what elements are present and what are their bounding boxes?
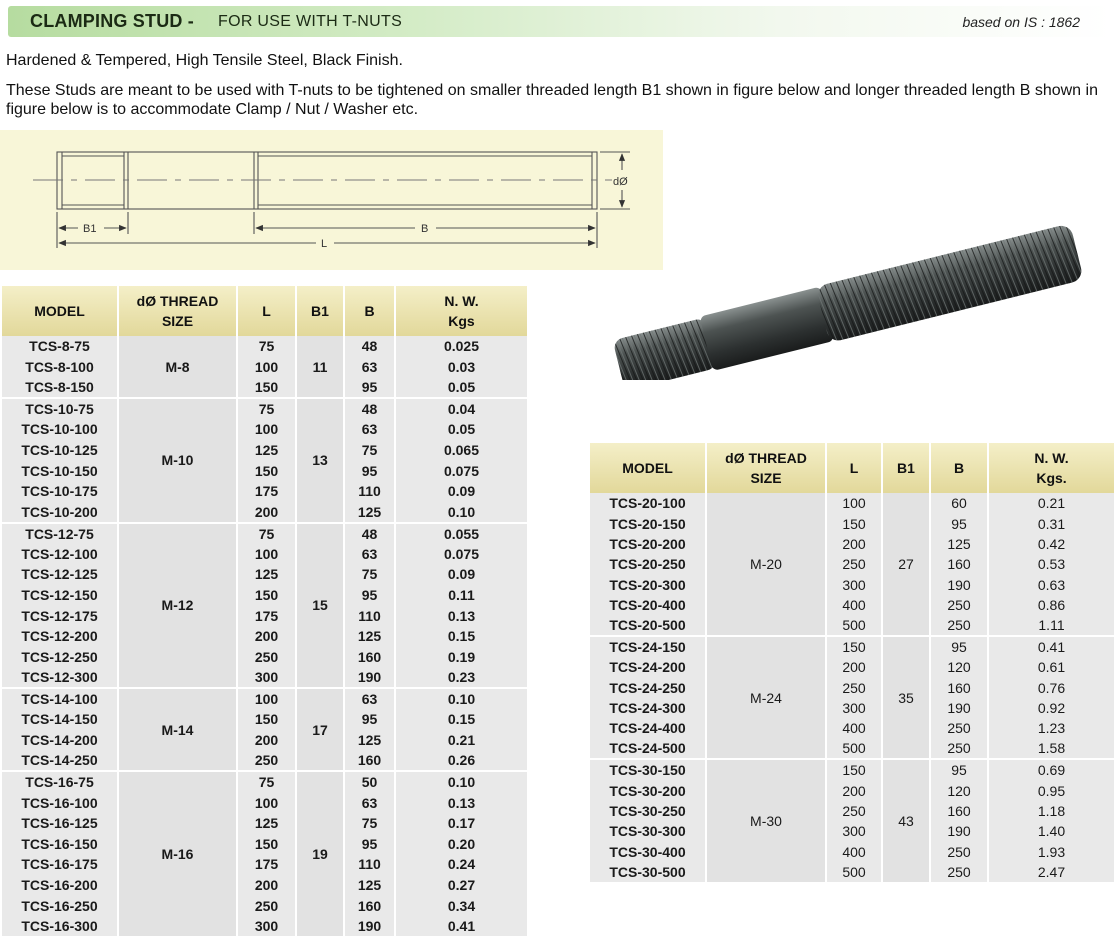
column-header-thread-line2: SIZE [161,313,194,329]
model-cell: TCS-16-150 [2,834,118,855]
weight-cell: 0.63 [988,574,1114,594]
spec-table-small-sizes [2,286,527,936]
b-cell: 190 [930,698,988,718]
b-cell: 125 [344,730,395,751]
table-row [2,377,527,398]
table-row [2,875,527,896]
b-cell: 250 [930,841,988,861]
length-cell: 200 [237,502,296,523]
stud-dimension-drawing-icon [0,130,663,270]
column-header-weight [988,443,1114,493]
table-body [590,493,1114,882]
dim-label-l: L [321,238,328,250]
b1-cell: 43 [882,759,930,882]
weight-cell: 0.075 [395,544,527,565]
thread-size-cell: M-20 [706,493,826,636]
weight-cell: 0.92 [988,698,1114,718]
length-cell: 500 [826,862,882,882]
b-cell: 63 [344,419,395,440]
table-row [2,481,527,502]
length-cell: 75 [237,336,296,357]
length-cell: 200 [237,875,296,896]
weight-cell: 0.025 [395,336,527,357]
length-cell: 175 [237,605,296,626]
b-cell: 110 [344,481,395,502]
length-cell: 500 [826,615,882,636]
b-cell: 160 [344,750,395,771]
weight-cell: 0.09 [395,564,527,585]
table-row [590,636,1114,657]
b-cell: 190 [344,916,395,937]
length-cell: 400 [826,841,882,861]
table-header-row [2,286,527,336]
model-cell: TCS-30-250 [590,801,706,821]
b-cell: 250 [930,738,988,759]
table-row [2,854,527,875]
model-cell: TCS-8-75 [2,336,118,357]
column-header-weight-line2: Kgs. [1036,470,1067,486]
b-cell: 48 [344,523,395,544]
length-cell: 250 [237,750,296,771]
weight-cell: 0.41 [395,916,527,937]
length-cell: 125 [237,813,296,834]
model-cell: TCS-12-250 [2,647,118,668]
weight-cell: 0.41 [988,636,1114,657]
table-row [2,440,527,461]
b-cell: 125 [344,626,395,647]
column-header-thread [118,286,237,336]
model-cell: TCS-16-250 [2,895,118,916]
thread-size-cell: M-16 [118,771,237,936]
table-row [2,419,527,440]
length-cell: 100 [237,357,296,378]
technical-drawing [0,130,663,270]
b-cell: 95 [344,460,395,481]
table-row [2,895,527,916]
length-cell: 100 [826,493,882,513]
b-cell: 48 [344,398,395,419]
model-cell: TCS-14-200 [2,730,118,751]
column-header-b: B [930,443,988,493]
model-cell: TCS-10-200 [2,502,118,523]
model-cell: TCS-24-250 [590,677,706,697]
weight-cell: 0.53 [988,554,1114,574]
weight-cell: 0.86 [988,595,1114,615]
b-cell: 95 [344,834,395,855]
length-cell: 400 [826,595,882,615]
model-cell: TCS-20-500 [590,615,706,636]
table-row [2,730,527,751]
b-cell: 63 [344,688,395,709]
model-cell: TCS-20-100 [590,493,706,513]
b1-cell: 17 [296,688,344,771]
weight-cell: 1.23 [988,718,1114,738]
b-cell: 63 [344,357,395,378]
column-header-weight-line2: Kgs [448,313,475,329]
table-row [590,574,1114,594]
table-header-row [590,443,1114,493]
b1-cell: 15 [296,523,344,689]
length-cell: 250 [826,677,882,697]
table-row [2,709,527,730]
model-cell: TCS-24-200 [590,657,706,677]
model-cell: TCS-16-75 [2,771,118,792]
weight-cell: 0.61 [988,657,1114,677]
weight-cell: 0.09 [395,481,527,502]
length-cell: 300 [826,821,882,841]
model-cell: TCS-30-500 [590,862,706,882]
page-title: CLAMPING STUD - [30,11,194,31]
b-cell: 60 [930,493,988,513]
weight-cell: 0.95 [988,780,1114,800]
spec-table-large-sizes [590,443,1114,882]
weight-cell: 0.055 [395,523,527,544]
table-row [2,647,527,668]
table-body [2,336,527,936]
length-cell: 100 [237,688,296,709]
length-cell: 175 [237,481,296,502]
b-cell: 250 [930,718,988,738]
b-cell: 63 [344,544,395,565]
table-row [2,771,527,792]
table-row [590,657,1114,677]
table-row [590,493,1114,513]
b-cell: 190 [930,821,988,841]
model-cell: TCS-20-250 [590,554,706,574]
b-cell: 95 [344,377,395,398]
table-row [2,626,527,647]
thread-size-cell: M-14 [118,688,237,771]
column-header-thread-line1: dØ THREAD [136,293,219,309]
thread-size-cell: M-10 [118,398,237,522]
table-row [590,841,1114,861]
length-cell: 300 [237,667,296,688]
length-cell: 150 [237,460,296,481]
length-cell: 75 [237,398,296,419]
length-cell: 125 [237,564,296,585]
model-cell: TCS-14-100 [2,688,118,709]
table-row [590,801,1114,821]
column-header-l: L [826,443,882,493]
table-row [590,698,1114,718]
model-cell: TCS-16-100 [2,792,118,813]
column-header-weight [395,286,527,336]
length-cell: 150 [826,759,882,780]
length-cell: 300 [826,698,882,718]
column-header-l: L [237,286,296,336]
table-row [2,605,527,626]
table-row [590,513,1114,533]
model-cell: TCS-30-150 [590,759,706,780]
column-header-weight-line1: N. W. [1034,450,1069,466]
b-cell: 250 [930,615,988,636]
weight-cell: 2.47 [988,862,1114,882]
b-cell: 250 [930,862,988,882]
weight-cell: 0.03 [395,357,527,378]
model-cell: TCS-30-300 [590,821,706,841]
length-cell: 200 [826,657,882,677]
b1-cell: 19 [296,771,344,936]
table-row [590,677,1114,697]
length-cell: 150 [826,636,882,657]
table-row [590,534,1114,554]
weight-cell: 0.065 [395,440,527,461]
table-row [590,595,1114,615]
model-cell: TCS-20-400 [590,595,706,615]
weight-cell: 0.15 [395,626,527,647]
model-cell: TCS-24-300 [590,698,706,718]
model-cell: TCS-12-125 [2,564,118,585]
b-cell: 95 [930,636,988,657]
length-cell: 150 [237,377,296,398]
b-cell: 75 [344,440,395,461]
model-cell: TCS-20-150 [590,513,706,533]
weight-cell: 0.10 [395,771,527,792]
table-row [2,834,527,855]
thread-size-cell: M-8 [118,336,237,398]
column-header-b: B [344,286,395,336]
b-cell: 160 [344,647,395,668]
column-header-b1: B1 [296,286,344,336]
length-cell: 200 [237,626,296,647]
b-cell: 75 [344,813,395,834]
table-row [2,916,527,937]
weight-cell: 1.11 [988,615,1114,636]
weight-cell: 0.075 [395,460,527,481]
table-row [2,460,527,481]
b-cell: 48 [344,336,395,357]
b-cell: 125 [930,534,988,554]
model-cell: TCS-8-150 [2,377,118,398]
b-cell: 95 [930,759,988,780]
column-header-thread [706,443,826,493]
table-row [2,688,527,709]
weight-cell: 0.23 [395,667,527,688]
model-cell: TCS-14-150 [2,709,118,730]
weight-cell: 0.17 [395,813,527,834]
model-cell: TCS-20-300 [590,574,706,594]
table-row [590,615,1114,636]
model-cell: TCS-16-125 [2,813,118,834]
standard-reference: based on IS : 1862 [962,14,1080,30]
b-cell: 190 [344,667,395,688]
weight-cell: 0.69 [988,759,1114,780]
table-row [2,398,527,419]
model-cell: TCS-12-175 [2,605,118,626]
length-cell: 100 [237,544,296,565]
model-cell: TCS-10-175 [2,481,118,502]
table-row [2,502,527,523]
weight-cell: 0.42 [988,534,1114,554]
model-cell: TCS-14-250 [2,750,118,771]
b-cell: 160 [344,895,395,916]
clamping-stud-photo-icon [598,206,1090,380]
weight-cell: 0.11 [395,585,527,606]
b-cell: 160 [930,801,988,821]
model-cell: TCS-10-100 [2,419,118,440]
model-cell: TCS-8-100 [2,357,118,378]
b-cell: 50 [344,771,395,792]
b-cell: 190 [930,574,988,594]
weight-cell: 0.20 [395,834,527,855]
material-description: Hardened & Tempered, High Tensile Steel, Black Finish. [6,52,403,69]
b1-cell: 27 [882,493,930,636]
length-cell: 100 [237,792,296,813]
length-cell: 300 [826,574,882,594]
page-subtitle: FOR USE WITH T-NUTS [218,13,403,30]
length-cell: 200 [237,730,296,751]
model-cell: TCS-24-400 [590,718,706,738]
weight-cell: 0.05 [395,419,527,440]
dim-label-b: B [421,223,429,235]
table-row [2,336,527,357]
table-row [2,357,527,378]
length-cell: 150 [826,513,882,533]
length-cell: 400 [826,718,882,738]
table-row [2,750,527,771]
weight-cell: 0.04 [395,398,527,419]
table-row [2,667,527,688]
table-row [590,821,1114,841]
b-cell: 110 [344,605,395,626]
column-header-b1: B1 [882,443,930,493]
b-cell: 95 [344,585,395,606]
weight-cell: 0.24 [395,854,527,875]
model-cell: TCS-20-200 [590,534,706,554]
length-cell: 250 [237,895,296,916]
table-row [2,792,527,813]
weight-cell: 0.31 [988,513,1114,533]
table-row [590,718,1114,738]
b-cell: 250 [930,595,988,615]
dim-label-b1: B1 [83,223,97,235]
table-row [590,759,1114,780]
b1-cell: 13 [296,398,344,522]
model-cell: TCS-10-75 [2,398,118,419]
weight-cell: 0.15 [395,709,527,730]
table-row [2,544,527,565]
b-cell: 120 [930,780,988,800]
model-cell: TCS-16-200 [2,875,118,896]
model-cell: TCS-10-125 [2,440,118,461]
model-cell: TCS-24-500 [590,738,706,759]
length-cell: 500 [826,738,882,759]
b-cell: 63 [344,792,395,813]
b-cell: 95 [344,709,395,730]
weight-cell: 0.21 [988,493,1114,513]
model-cell: TCS-12-75 [2,523,118,544]
thread-size-cell: M-12 [118,523,237,689]
weight-cell: 1.93 [988,841,1114,861]
length-cell: 200 [826,780,882,800]
table-row [590,738,1114,759]
weight-cell: 0.10 [395,502,527,523]
b1-cell: 11 [296,336,344,398]
weight-cell: 0.34 [395,895,527,916]
weight-cell: 0.19 [395,647,527,668]
weight-cell: 0.21 [395,730,527,751]
model-cell: TCS-12-300 [2,667,118,688]
model-cell: TCS-30-200 [590,780,706,800]
table-row [590,862,1114,882]
model-cell: TCS-10-150 [2,460,118,481]
title-bar [8,6,1112,37]
length-cell: 100 [237,419,296,440]
b-cell: 125 [344,875,395,896]
thread-size-cell: M-30 [706,759,826,882]
weight-cell: 0.05 [395,377,527,398]
length-cell: 150 [237,585,296,606]
weight-cell: 1.58 [988,738,1114,759]
weight-cell: 0.10 [395,688,527,709]
dim-label-diameter: dØ [613,176,628,188]
table-row [2,813,527,834]
length-cell: 300 [237,916,296,937]
b1-cell: 35 [882,636,930,759]
model-cell: TCS-12-100 [2,544,118,565]
model-cell: TCS-12-150 [2,585,118,606]
b-cell: 110 [344,854,395,875]
b-cell: 160 [930,554,988,574]
weight-cell: 0.26 [395,750,527,771]
weight-cell: 1.18 [988,801,1114,821]
length-cell: 150 [237,834,296,855]
table-row [2,523,527,544]
weight-cell: 0.76 [988,677,1114,697]
column-header-model: MODEL [2,286,118,336]
table-row [2,564,527,585]
column-header-thread-line1: dØ THREAD [725,450,807,466]
b-cell: 75 [344,564,395,585]
table-row [2,585,527,606]
b-cell: 95 [930,513,988,533]
table-row [590,780,1114,800]
length-cell: 250 [237,647,296,668]
table-row [590,554,1114,574]
length-cell: 75 [237,523,296,544]
b-cell: 125 [344,502,395,523]
model-cell: TCS-12-200 [2,626,118,647]
thread-size-cell: M-24 [706,636,826,759]
length-cell: 150 [237,709,296,730]
column-header-model: MODEL [590,443,706,493]
b-cell: 160 [930,677,988,697]
weight-cell: 0.13 [395,792,527,813]
model-cell: TCS-16-175 [2,854,118,875]
column-header-thread-line2: SIZE [750,470,782,486]
length-cell: 125 [237,440,296,461]
length-cell: 200 [826,534,882,554]
length-cell: 75 [237,771,296,792]
length-cell: 250 [826,801,882,821]
usage-description: These Studs are meant to be used with T-nuts to be tightened on smaller threaded length B1 shown in figure below and longer threaded length B shown in figure below is to accommodate Clamp / Nut / Washer etc. [6,82,1098,118]
length-cell: 250 [826,554,882,574]
b-cell: 120 [930,657,988,677]
column-header-weight-line1: N. W. [444,293,479,309]
weight-cell: 0.13 [395,605,527,626]
length-cell: 175 [237,854,296,875]
model-cell: TCS-30-400 [590,841,706,861]
weight-cell: 0.27 [395,875,527,896]
model-cell: TCS-24-150 [590,636,706,657]
weight-cell: 1.40 [988,821,1114,841]
model-cell: TCS-16-300 [2,916,118,937]
